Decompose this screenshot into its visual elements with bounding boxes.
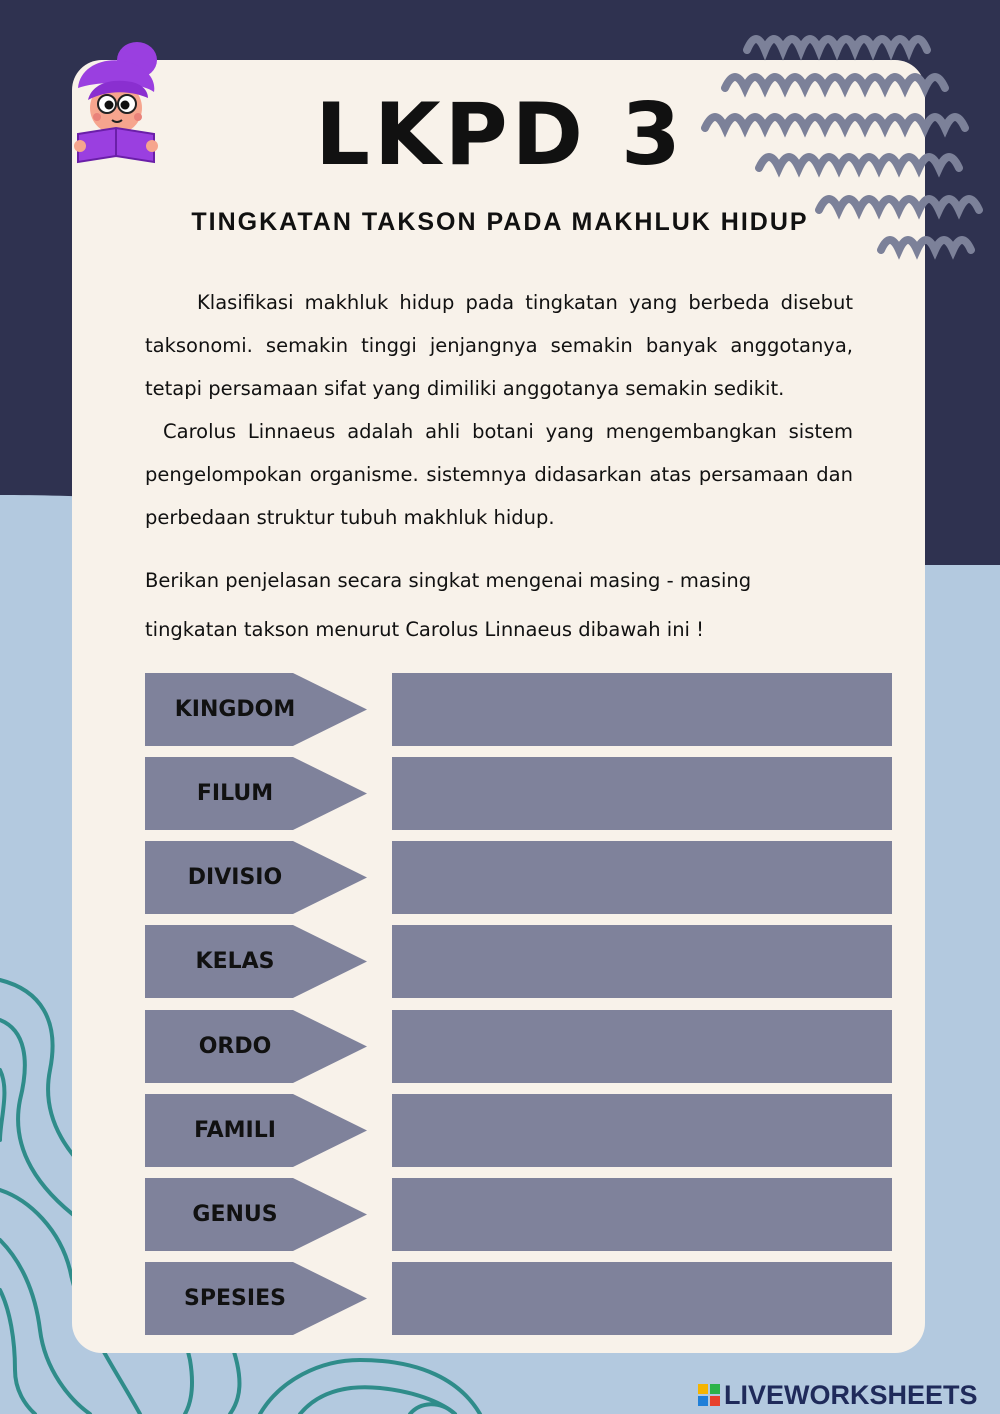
answer-field-kingdom[interactable]	[392, 673, 892, 746]
liveworksheets-logo[interactable]	[698, 1380, 978, 1410]
answer-field-famili[interactable]	[392, 1094, 892, 1167]
taxon-row-famili	[145, 1094, 893, 1167]
instruction-line-2: tingkatan takson menurut Carolus Linnaeus dibawah ini !	[145, 618, 704, 641]
page-subtitle: TINGKATAN TAKSON PADA MAKHLUK HIDUP	[191, 208, 809, 236]
taxon-row-kingdom	[145, 673, 893, 746]
taxon-row-ordo	[145, 1010, 893, 1083]
taxon-row-spesies	[145, 1262, 893, 1335]
answer-field-divisio[interactable]	[392, 841, 892, 914]
taxon-row-genus	[145, 1178, 893, 1251]
liveworksheets-logo-icon	[698, 1384, 720, 1406]
instruction-text	[145, 556, 905, 654]
intro-paragraph-2: Carolus Linnaeus adalah ahli botani yang mengembangkan sistem pengelompokan organisme. sistemnya didasarkan atas persamaan dan perbedaan struktur tubuh makhluk hidup.	[145, 420, 853, 529]
taxon-row-divisio	[145, 841, 893, 914]
taxon-label: KINGDOM	[174, 697, 296, 722]
taxon-label: FILUM	[196, 781, 274, 806]
page-title: LKPD 3	[315, 85, 685, 185]
taxon-label: SPESIES	[184, 1286, 286, 1311]
taxon-label: ORDO	[198, 1034, 272, 1059]
answer-field-filum[interactable]	[392, 757, 892, 830]
taxon-label: KELAS	[195, 949, 275, 974]
answer-field-kelas[interactable]	[392, 925, 892, 998]
answer-field-genus[interactable]	[392, 1178, 892, 1251]
taxon-label: DIVISIO	[187, 865, 283, 890]
taxon-row-filum	[145, 757, 893, 830]
taxon-label: GENUS	[192, 1202, 278, 1227]
intro-paragraph-1: Klasifikasi makhluk hidup pada tingkatan yang berbeda disebut taksonomi. semakin tinggi jenjangnya semakin banyak anggotanya, tetapi persamaan sifat yang dimiliki anggotanya semakin sedikit.	[145, 291, 853, 400]
answer-field-ordo[interactable]	[392, 1010, 892, 1083]
taxon-label: FAMILI	[194, 1118, 276, 1143]
taxon-row-kelas	[145, 925, 893, 998]
instruction-line-1: Berikan penjelasan secara singkat mengenai masing - masing	[145, 569, 752, 592]
answer-field-spesies[interactable]	[392, 1262, 892, 1335]
logo-text: LIVEWORKSHEETS	[724, 1379, 978, 1410]
